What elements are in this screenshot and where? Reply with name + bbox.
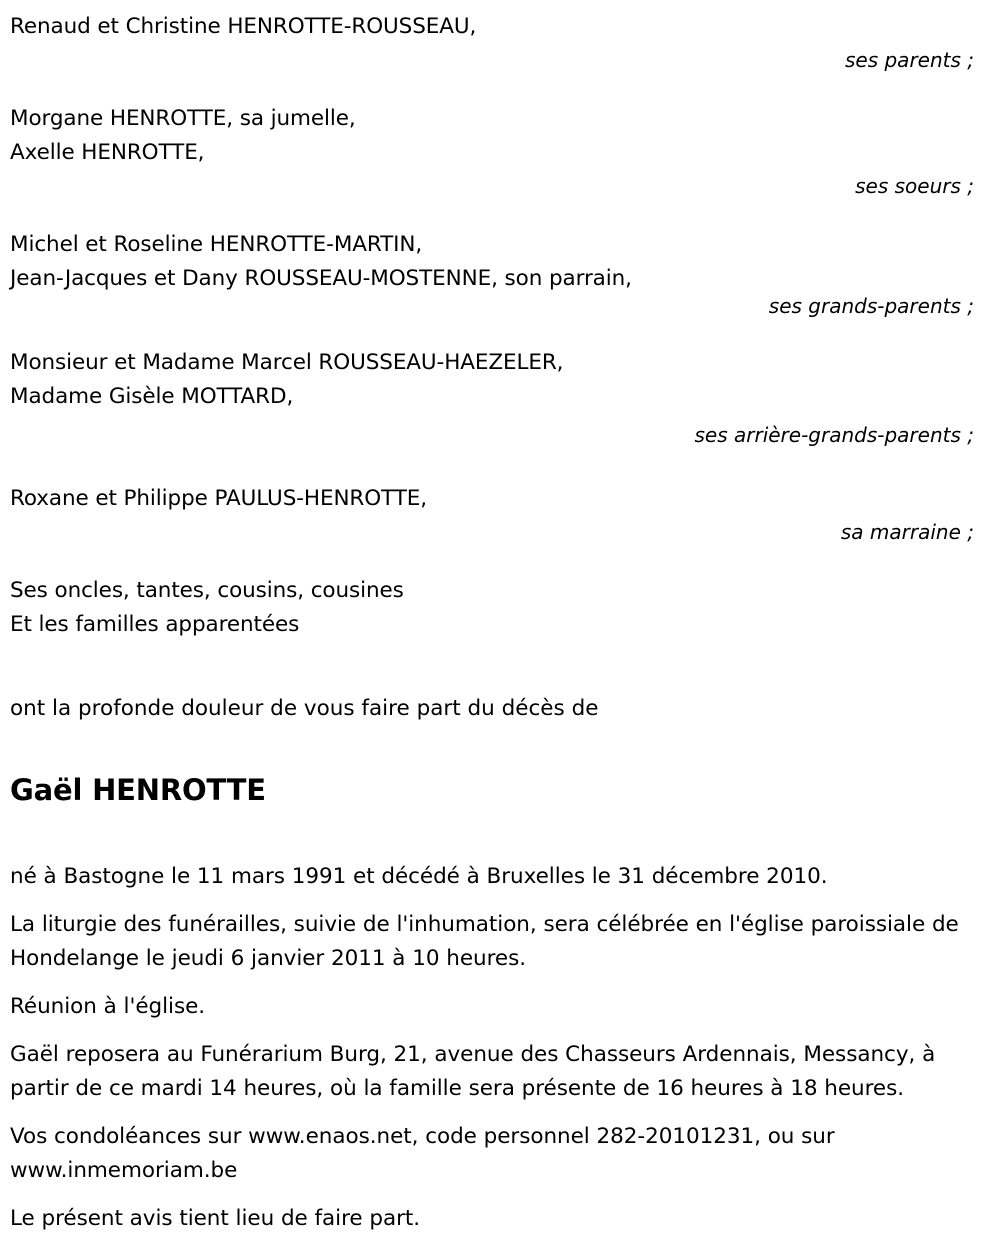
family-group-sisters [10,102,986,202]
body-paragraphs-section [10,860,986,1236]
family-member-line: Axelle HENROTTE, [10,140,205,165]
family-groups-section [10,10,986,642]
notice-paragraph: né à Bastogne le 11 mars 1991 et décédé à Bruxelles le 31 décembre 2010. [10,864,828,889]
family-group-great-grandparents [10,346,986,456]
lead-in-sentence: ont la profonde douleur de vous faire part du décès de [10,696,599,721]
relation-label-parents: ses parents ; [844,48,974,72]
relation-label-godmother: sa marraine ; [840,520,974,544]
family-group-grandparents [10,228,986,320]
family-member-line: Ses oncles, tantes, cousins, cousines [10,578,404,603]
family-member-line: Michel et Roseline HENROTTE-MARTIN, [10,232,423,257]
family-group-names [10,228,986,296]
notice-paragraph: La liturgie des funérailles, suivie de l'inhumation, sera célébrée en l'église paroissiale de Hondelange le jeudi 6 janvier 2011 à 10 heures. [10,912,959,971]
family-member-line: Monsieur et Madame Marcel ROUSSEAU-HAEZELER, [10,350,564,375]
notice-paragraph: Le présent avis tient lieu de faire part. [10,1206,421,1231]
deceased-name: Gaël HENROTTE [10,773,266,807]
family-group-godmother [10,482,986,548]
family-group-names [10,574,986,642]
family-group-extended-family [10,574,986,642]
family-group-names [10,10,986,44]
family-group-names [10,482,986,516]
family-group-names [10,346,986,414]
family-group-parents [10,10,986,76]
relation-label-sisters: ses soeurs ; [855,174,974,198]
notice-paragraph: Gaël reposera au Funérarium Burg, 21, avenue des Chasseurs Ardennais, Messancy, à partir de ce mardi 14 heures, où la famille sera présente de 16 heures à 18 heures. [10,1042,936,1101]
family-member-line: Jean-Jacques et Dany ROUSSEAU-MOSTENNE, son parrain, [10,266,632,291]
relation-label-great-grandparents: ses arrière-grands-parents ; [694,423,974,447]
family-member-line: Renaud et Christine HENROTTE-ROUSSEAU, [10,14,477,39]
family-member-line: Morgane HENROTTE, sa jumelle, [10,106,356,131]
family-group-names [10,102,986,170]
family-member-line: Roxane et Philippe PAULUS-HENROTTE, [10,486,427,511]
notice-paragraph: Réunion à l'église. [10,994,206,1019]
relation-label-grandparents: ses grands-parents ; [768,294,974,318]
family-member-line: Et les familles apparentées [10,612,300,637]
family-member-line: Madame Gisèle MOTTARD, [10,384,294,409]
notice-paragraph: Vos condoléances sur www.enaos.net, code personnel 282-20101231, ou sur www.inmemoriam.be [10,1124,835,1183]
